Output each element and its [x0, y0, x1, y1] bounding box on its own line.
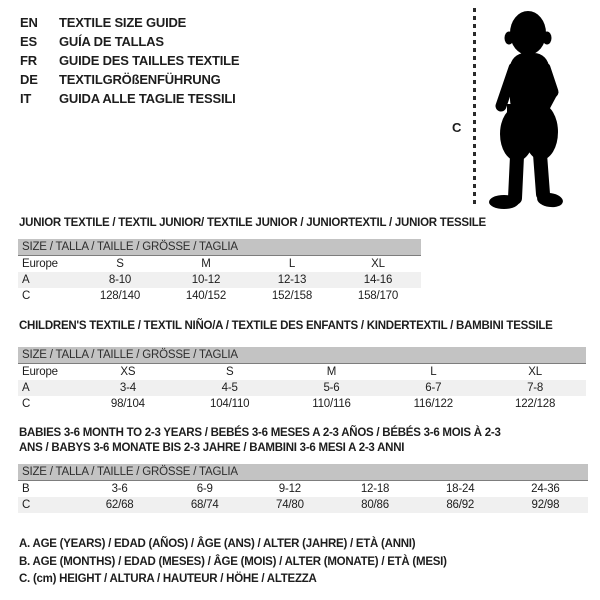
cell: M [201, 258, 211, 270]
language-title-list [20, 13, 239, 108]
lang-label: TEXTILE SIZE GUIDE [59, 15, 187, 30]
cell: 8-10 [77, 272, 163, 288]
lang-label: TEXTILGRÖßENFÜHRUNG [59, 72, 221, 87]
cell: 92/98 [503, 497, 588, 513]
lang-row-es [20, 32, 239, 51]
children-table-title: CHILDREN'S TEXTILE / TEXTIL NIÑO/A / TEXTILE DES ENFANTS / KINDERTEXTIL / BAMBINI TESSILE [19, 320, 553, 332]
height-dotted-line [473, 8, 476, 208]
cell: 12-13 [249, 272, 335, 288]
cell: 110/116 [312, 398, 351, 410]
row-label: A [18, 380, 77, 396]
cell: 6-9 [196, 483, 213, 495]
cell: 68/74 [162, 497, 247, 513]
cell: XS [120, 366, 136, 378]
note-a: A. AGE (YEARS) / EDAD (AÑOS) / ÂGE (ANS) / ALTER (JAHRE) / ETÀ (ANNI) [19, 538, 416, 550]
cell: 12-18 [360, 483, 390, 495]
cell: 5-6 [281, 380, 383, 396]
babies-size-table [18, 464, 588, 513]
cell: 152/158 [271, 290, 313, 302]
cell: 62/68 [77, 497, 162, 513]
table-row [18, 396, 586, 412]
row-label: A [18, 272, 77, 288]
cell: 7-8 [484, 380, 586, 396]
size-header-bar: SIZE / TALLA / TAILLE / GRÖSSE / TAGLIA [18, 239, 421, 256]
cell: L [430, 366, 437, 378]
cell: 10-12 [163, 272, 249, 288]
lang-label: GUIDA ALLE TAGLIE TESSILI [59, 91, 236, 106]
cell: 86/92 [418, 497, 503, 513]
footnotes [19, 536, 447, 589]
lang-row-fr [20, 51, 239, 70]
lang-row-de [20, 70, 239, 89]
cell: 98/104 [110, 398, 145, 410]
cell: 4-5 [179, 380, 281, 396]
lang-code: ES [20, 34, 37, 49]
note-b: B. AGE (MONTHS) / EDAD (MESES) / ÂGE (MOIS) / ALTER (MONATE) / ETÀ (MESI) [19, 555, 447, 568]
lang-label: GUÍA DE TALLAS [59, 34, 164, 49]
note-c: C. (cm) HEIGHT / ALTURA / HAUTEUR / HÖHE / ALTEZZA [19, 573, 317, 585]
cell: 80/86 [332, 497, 417, 513]
row-label: B [22, 483, 30, 495]
table-row [18, 364, 586, 380]
cell: 3-6 [111, 483, 128, 495]
row-label: C [22, 290, 31, 302]
row-label: C [18, 497, 77, 513]
table-row [18, 272, 421, 288]
junior-size-table [18, 239, 421, 304]
cell: L [288, 258, 296, 270]
lang-code: DE [20, 72, 38, 87]
babies-table-title: BABIES 3-6 MONTH TO 2-3 YEARS / BEBÉS 3-6 MESES A 2-3 AÑOS / BÉBÉS 3-6 MOIS À 2-3 ANS / BABYS 3-6 MONATE BIS 2-3 JAHRE / BAMBINI 3-6 MESI A 2-3 ANNI [19, 427, 501, 454]
table-row [18, 497, 588, 513]
lang-code: FR [20, 53, 37, 68]
cell: 140/152 [185, 290, 227, 302]
cell: S [225, 366, 234, 378]
table-row [18, 256, 421, 272]
cell: 24-36 [531, 483, 560, 495]
cell: 18-24 [445, 483, 475, 495]
cell: 9-12 [278, 483, 301, 495]
children-size-table [18, 347, 586, 412]
cell: 3-4 [77, 380, 179, 396]
lang-code: EN [20, 15, 38, 30]
cell: M [326, 366, 337, 378]
row-label: Europe [22, 258, 58, 270]
cell: 158/170 [357, 290, 399, 302]
height-measure-label: C [452, 120, 462, 135]
cell: XL [371, 258, 385, 270]
cell: XL [528, 366, 542, 378]
junior-table-title: JUNIOR TEXTILE / TEXTIL JUNIOR/ TEXTILE JUNIOR / JUNIORTEXTIL / JUNIOR TESSILE [19, 217, 486, 229]
row-label: C [22, 398, 31, 410]
cell: 122/128 [515, 398, 556, 410]
cell: 116/122 [413, 398, 453, 410]
baby-silhouette-icon [486, 6, 578, 212]
cell: 14-16 [335, 272, 421, 288]
cell: 6-7 [382, 380, 484, 396]
cell: 74/80 [247, 497, 332, 513]
table-row [18, 481, 588, 497]
lang-code: IT [20, 91, 32, 106]
lang-row-en [20, 13, 239, 32]
table-row [18, 288, 421, 304]
row-label: Europe [22, 366, 58, 378]
lang-label: GUIDE DES TAILLES TEXTILE [59, 53, 240, 68]
size-header-bar: SIZE / TALLA / TAILLE / GRÖSSE / TAGLIA [18, 347, 586, 364]
cell: S [116, 258, 124, 270]
size-header-bar: SIZE / TALLA / TAILLE / GRÖSSE / TAGLIA [18, 464, 588, 481]
cell: 104/110 [210, 398, 250, 410]
lang-row-it [20, 89, 239, 108]
cell: 128/140 [99, 290, 141, 302]
table-row [18, 380, 586, 396]
